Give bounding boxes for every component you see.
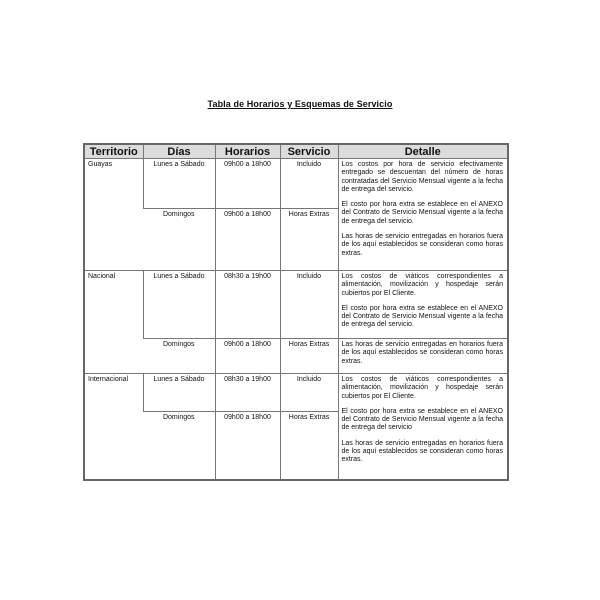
schedule-table: [83, 143, 509, 481]
table-row: [84, 374, 508, 412]
detail-cell: [338, 339, 508, 374]
days-cell: Domingos: [143, 339, 215, 374]
hours-cell: 08h30 a 19h00: [215, 271, 280, 339]
service-cell: Incluido: [280, 159, 338, 209]
service-cell: Horas Extras: [280, 209, 338, 271]
days-cell: Lunes a Sábado: [143, 374, 215, 412]
service-cell: Incluido: [280, 374, 338, 412]
detail-paragraph: Las horas de servicio entregadas en horarios fuera de los aquí establecidos se consideran como horas extras.: [341, 341, 503, 365]
header-detalle: Detalle: [338, 144, 508, 159]
detail-cell: [338, 271, 508, 339]
header-servicio: Servicio: [280, 144, 338, 159]
territory-cell: Internacional: [84, 374, 143, 480]
detail-paragraph: Los costos por hora de servicio efectivamente entregado se descuentan del número de horas contratadas del Servicio Mensual vigente a la fecha de entrega del servicio.: [341, 161, 503, 193]
hours-cell: 08h30 a 19h00: [215, 374, 280, 412]
days-cell: Domingos: [143, 209, 215, 271]
detail-paragraph: El costo por hora extra se establece en el ANEXO del Contrato de Servicio Mensual vigente a la fecha de entrega del servicio.: [341, 304, 503, 329]
service-cell: Incluido: [280, 271, 338, 339]
table-row: [84, 271, 508, 339]
header-territorio: Territorio: [84, 144, 143, 159]
service-cell: Horas Extras: [280, 412, 338, 480]
header-horarios: Horarios: [215, 144, 280, 159]
table-row: [84, 159, 508, 209]
page-title: Tabla de Horarios y Esquemas de Servicio: [207, 99, 393, 109]
table-row: [84, 339, 508, 374]
hours-cell: 09h00 a 18h00: [215, 412, 280, 480]
hours-cell: 09h00 a 18h00: [215, 209, 280, 271]
detail-paragraph: Los costos de viáticos correspondientes a alimentación, movilización y hospedaje serán cubiertos por El Cliente.: [341, 273, 503, 297]
hours-cell: 09h00 a 18h00: [215, 159, 280, 209]
days-cell: Domingos: [143, 412, 215, 480]
detail-paragraph: Las horas de servicio entregadas en horarios fuera de los aquí establecidos se consideran como horas extras.: [341, 233, 503, 257]
days-cell: Lunes a Sábado: [143, 159, 215, 209]
header-dias: Días: [143, 144, 215, 159]
detail-paragraph: El costo por hora extra se establece en el ANEXO del Contrato de Servicio Mensual vigente a la fecha de entrega del servicio: [341, 407, 503, 432]
territory-cell: Guayas: [84, 159, 143, 271]
service-cell: Horas Extras: [280, 339, 338, 374]
detail-paragraph: El costo por hora extra se establece en el ANEXO del Contrato de Servicio Mensual vigente a la fecha de entrega del servicio.: [341, 201, 503, 225]
hours-cell: 09h00 a 18h00: [215, 339, 280, 374]
territory-cell: Nacional: [84, 271, 143, 374]
detail-cell: [338, 374, 508, 480]
detail-paragraph: Las horas de servicio entregadas en horarios fuera de los aquí establecidos se consideran como horas extras.: [341, 439, 503, 464]
days-cell: Lunes a Sábado: [143, 271, 215, 339]
detail-cell: [338, 159, 508, 271]
table-header-row: [84, 144, 508, 159]
detail-paragraph: Los costos de viáticos correspondientes a alimentación, movilización y hospedaje serán cubiertos por El Cliente.: [341, 376, 503, 400]
